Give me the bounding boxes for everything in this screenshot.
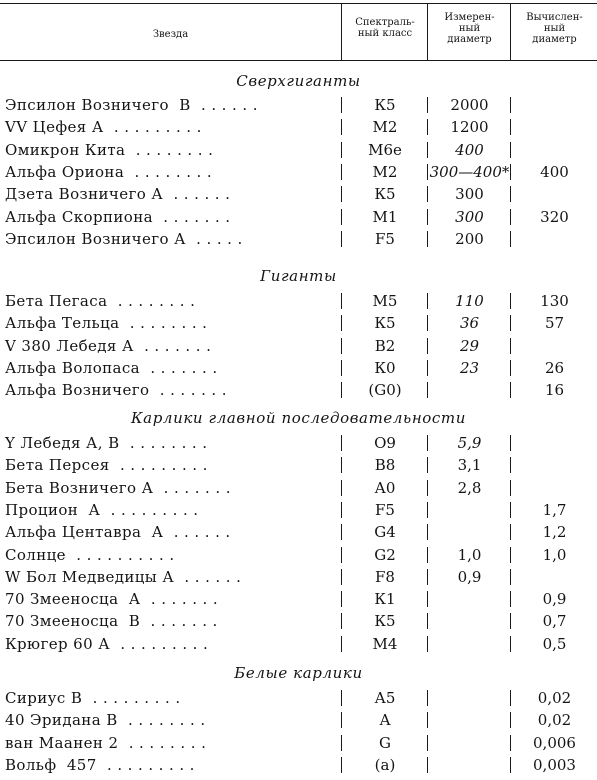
column-divider-tick	[510, 591, 511, 607]
computed-diameter-cell	[512, 116, 597, 138]
column-divider-tick	[510, 712, 511, 728]
column-divider-tick	[341, 293, 342, 309]
table-row	[0, 454, 597, 476]
spectral-class-cell: G	[379, 733, 391, 752]
spectral-class-cell: М1	[372, 207, 398, 226]
column-divider-tick	[341, 97, 342, 113]
table-row	[0, 544, 597, 566]
column-divider-tick	[510, 231, 511, 247]
spectral-class-cell: К5	[374, 612, 396, 631]
header-divider	[510, 3, 511, 60]
column-divider-tick	[341, 186, 342, 202]
measured-diameter-cell: 1,0	[457, 545, 482, 564]
column-divider-tick	[341, 757, 342, 773]
spectral-class-cell: К1	[374, 590, 396, 609]
measured-diameter-cell: 3,1	[457, 456, 482, 475]
column-divider-tick	[341, 382, 342, 398]
column-divider-tick	[510, 480, 511, 496]
computed-diameter-cell: 57	[544, 314, 565, 333]
computed-diameter-cell: 0,006	[533, 733, 576, 752]
star-name-cell: Бета Персея . . . . . . . . .	[5, 456, 208, 475]
star-name-cell: Эпсилон Возничего В . . . . . .	[5, 96, 258, 114]
table-row	[0, 566, 597, 588]
table-row	[0, 477, 597, 499]
star-name-cell: V 380 Лебедя А . . . . . . .	[5, 336, 212, 355]
computed-diameter-cell	[512, 94, 597, 116]
column-divider-tick	[427, 591, 428, 607]
column-divider-tick	[341, 119, 342, 135]
computed-diameter-cell	[512, 432, 597, 454]
header-measured-line: ный	[458, 23, 481, 34]
header-bottom-rule	[0, 60, 597, 61]
table-row	[0, 732, 597, 754]
column-divider-tick	[510, 735, 511, 751]
star-name-cell: Альфа Тельца . . . . . . . .	[5, 314, 208, 333]
column-divider-tick	[427, 524, 428, 540]
column-divider-tick	[510, 690, 511, 706]
star-name-cell: Альфа Центавра А . . . . . .	[5, 523, 231, 542]
column-divider-tick	[341, 591, 342, 607]
header-spectral-class	[343, 17, 427, 39]
column-divider-tick	[341, 613, 342, 629]
measured-diameter-cell: 5,9	[457, 434, 482, 452]
column-divider-tick	[341, 435, 342, 451]
measured-diameter-cell	[429, 687, 510, 709]
spectral-class-cell: А	[379, 711, 391, 730]
column-divider-tick	[510, 502, 511, 518]
star-name-cell: VV Цефея А . . . . . . . . .	[5, 118, 202, 137]
header-divider	[427, 3, 428, 60]
star-name-cell: 70 Змееносца В . . . . . . .	[5, 612, 218, 631]
measured-diameter-cell: 1200	[450, 118, 489, 137]
measured-diameter-cell	[429, 754, 510, 776]
measured-diameter-cell: 400	[455, 140, 484, 159]
star-name-cell: 40 Эридана В . . . . . . . .	[5, 711, 206, 730]
table-row	[0, 335, 597, 357]
star-name-cell: Бета Возничего А . . . . . . .	[5, 478, 231, 497]
column-divider-tick	[341, 712, 342, 728]
column-divider-tick	[510, 186, 511, 202]
computed-diameter-cell	[512, 454, 597, 476]
star-name-cell: 70 Змееносца А . . . . . . .	[5, 590, 219, 609]
measured-diameter-cell: 110	[455, 292, 484, 310]
table-row	[0, 687, 597, 709]
table-row	[0, 290, 597, 312]
computed-diameter-cell: 1,2	[542, 523, 567, 542]
star-name-cell: Бета Пегаса . . . . . . . .	[5, 292, 196, 310]
column-divider-tick	[341, 502, 342, 518]
table-row	[0, 206, 597, 228]
column-divider-tick	[427, 119, 428, 135]
measured-diameter-cell: 200	[455, 229, 484, 248]
spectral-class-cell: F8	[375, 567, 395, 586]
column-divider-tick	[510, 338, 511, 354]
column-divider-tick	[341, 457, 342, 473]
star-name-cell: Альфа Скорпиона . . . . . . .	[5, 207, 231, 226]
table-row	[0, 588, 597, 610]
column-divider-tick	[427, 547, 428, 563]
column-divider-tick	[427, 457, 428, 473]
measured-diameter-cell: 300—400*	[429, 162, 510, 181]
header-measured-line: диаметр	[447, 34, 492, 45]
header-measured-diameter	[429, 12, 510, 45]
column-divider-tick	[427, 735, 428, 751]
measured-diameter-cell	[429, 521, 510, 543]
star-name-cell: Альфа Возничего . . . . . . .	[5, 381, 227, 400]
table-row	[0, 709, 597, 731]
column-divider-tick	[427, 293, 428, 309]
column-divider-tick	[427, 435, 428, 451]
computed-diameter-cell: 0,7	[542, 612, 567, 631]
measured-diameter-cell: 2,8	[457, 478, 482, 497]
column-divider-tick	[510, 382, 511, 398]
column-divider-tick	[510, 315, 511, 331]
column-divider-tick	[341, 142, 342, 158]
column-divider-tick	[341, 338, 342, 354]
computed-diameter-cell: 130	[540, 292, 569, 310]
computed-diameter-cell: 16	[544, 381, 565, 400]
column-divider-tick	[510, 293, 511, 309]
column-divider-tick	[341, 209, 342, 225]
header-spectral-line: Спектраль-	[355, 17, 415, 28]
header-computed-line: Вычислен-	[526, 12, 583, 23]
column-divider-tick	[510, 457, 511, 473]
computed-diameter-cell: 0,02	[537, 711, 572, 730]
column-divider-tick	[341, 690, 342, 706]
spectral-class-cell: F5	[375, 500, 395, 519]
column-divider-tick	[510, 209, 511, 225]
computed-diameter-cell: 1,7	[542, 500, 567, 519]
column-divider-tick	[510, 636, 511, 652]
measured-diameter-cell: 2000	[450, 96, 489, 114]
computed-diameter-cell	[512, 228, 597, 250]
column-divider-tick	[510, 569, 511, 585]
table-row	[0, 432, 597, 454]
star-name-cell: Омикрон Кита . . . . . . . .	[5, 140, 214, 159]
measured-diameter-cell	[429, 499, 510, 521]
spectral-class-cell: М6е	[368, 140, 402, 159]
column-divider-tick	[427, 360, 428, 376]
computed-diameter-cell: 0,9	[542, 590, 567, 609]
star-name-cell: Солнце . . . . . . . . . .	[5, 545, 175, 564]
table-row	[0, 312, 597, 334]
spectral-class-cell: М2	[372, 118, 398, 137]
measured-diameter-cell: 300	[455, 207, 484, 226]
column-divider-tick	[427, 569, 428, 585]
computed-diameter-cell: 0,02	[537, 689, 572, 707]
star-name-cell: Процион А . . . . . . . . .	[5, 500, 199, 519]
column-divider-tick	[427, 186, 428, 202]
measured-diameter-cell: 23	[459, 358, 480, 377]
computed-diameter-cell: 0,003	[533, 755, 576, 774]
computed-diameter-cell: 26	[544, 358, 565, 377]
section-title: Карлики главной последовательности	[130, 409, 467, 427]
column-divider-tick	[510, 757, 511, 773]
header-computed-line: ный	[543, 23, 566, 34]
spectral-class-cell: М2	[372, 162, 398, 181]
table-row	[0, 161, 597, 183]
column-divider-tick	[427, 97, 428, 113]
header-computed-diameter	[512, 12, 597, 45]
spectral-class-cell: К0	[374, 358, 396, 377]
column-divider-tick	[510, 119, 511, 135]
header-divider	[341, 3, 342, 60]
table-row	[0, 499, 597, 521]
column-divider-tick	[341, 524, 342, 540]
column-divider-tick	[427, 636, 428, 652]
column-divider-tick	[341, 547, 342, 563]
column-divider-tick	[341, 360, 342, 376]
column-divider-tick	[341, 231, 342, 247]
spectral-class-cell: К5	[374, 96, 396, 114]
star-name-cell: Y Лебедя А, В . . . . . . . .	[5, 434, 208, 452]
measured-diameter-cell: 29	[459, 336, 480, 355]
computed-diameter-cell	[512, 335, 597, 357]
spectral-class-cell: (а)	[374, 755, 396, 774]
table-row	[0, 357, 597, 379]
measured-diameter-cell	[429, 709, 510, 731]
column-divider-tick	[427, 315, 428, 331]
spectral-class-cell: G4	[374, 523, 396, 542]
column-divider-tick	[341, 480, 342, 496]
star-name-cell: Альфа Волопаса . . . . . . .	[5, 358, 218, 377]
computed-diameter-cell: 1,0	[542, 545, 567, 564]
column-divider-tick	[510, 524, 511, 540]
table-row	[0, 521, 597, 543]
column-divider-tick	[341, 315, 342, 331]
measured-diameter-cell	[429, 732, 510, 754]
spectral-class-cell: F5	[375, 229, 395, 248]
table-row	[0, 610, 597, 632]
computed-diameter-cell	[512, 183, 597, 205]
table-row	[0, 228, 597, 250]
header-star: Звезда	[152, 29, 189, 40]
column-divider-tick	[427, 613, 428, 629]
column-divider-tick	[341, 636, 342, 652]
table-row	[0, 116, 597, 138]
spectral-class-cell: А5	[374, 689, 396, 707]
computed-diameter-cell: 320	[540, 207, 569, 226]
spectral-class-cell: М4	[372, 634, 398, 653]
column-divider-tick	[510, 613, 511, 629]
star-name-cell: Вольф 457 . . . . . . . . .	[5, 755, 195, 774]
column-divider-tick	[510, 164, 511, 180]
header-spectral-line: ный класс	[357, 28, 413, 39]
spectral-class-cell: К5	[374, 314, 396, 333]
star-name-cell: ван Маанен 2 . . . . . . . .	[5, 733, 207, 752]
spectral-class-cell: В2	[374, 336, 396, 355]
column-divider-tick	[341, 569, 342, 585]
column-divider-tick	[427, 142, 428, 158]
measured-diameter-cell	[429, 379, 510, 401]
column-divider-tick	[427, 480, 428, 496]
column-divider-tick	[510, 142, 511, 158]
section-title: Сверхгиганты	[236, 72, 361, 90]
computed-diameter-cell: 0,5	[542, 634, 567, 653]
measured-diameter-cell	[429, 610, 510, 632]
column-divider-tick	[341, 735, 342, 751]
computed-diameter-cell	[512, 139, 597, 161]
column-divider-tick	[427, 502, 428, 518]
computed-diameter-cell	[512, 477, 597, 499]
column-divider-tick	[427, 209, 428, 225]
computed-diameter-cell: 400	[540, 162, 569, 181]
table-row	[0, 379, 597, 401]
table-top-rule	[0, 3, 597, 4]
table-row	[0, 633, 597, 655]
measured-diameter-cell	[429, 633, 510, 655]
star-name-cell: Сириус В . . . . . . . . .	[5, 689, 181, 707]
measured-diameter-cell: 300	[455, 185, 484, 204]
spectral-class-cell: G2	[374, 545, 396, 564]
column-divider-tick	[510, 97, 511, 113]
column-divider-tick	[341, 164, 342, 180]
spectral-class-cell: М5	[372, 292, 398, 310]
measured-diameter-cell: 36	[459, 314, 480, 333]
star-name-cell: Дзета Возничего А . . . . . .	[5, 185, 231, 204]
measured-diameter-cell	[429, 588, 510, 610]
column-divider-tick	[427, 382, 428, 398]
column-divider-tick	[427, 231, 428, 247]
column-divider-tick	[427, 690, 428, 706]
table-row	[0, 139, 597, 161]
star-name-cell: W Бол Медведицы А . . . . . .	[5, 567, 242, 586]
column-divider-tick	[427, 712, 428, 728]
column-divider-tick	[510, 435, 511, 451]
section-title: Белые карлики	[234, 664, 363, 682]
spectral-class-cell: К5	[374, 185, 396, 204]
spectral-class-cell: А0	[374, 478, 396, 497]
column-divider-tick	[427, 757, 428, 773]
table-row	[0, 183, 597, 205]
column-divider-tick	[510, 547, 511, 563]
column-divider-tick	[427, 164, 428, 180]
column-divider-tick	[510, 360, 511, 376]
section-title: Гиганты	[260, 267, 337, 285]
spectral-class-cell: (G0)	[368, 381, 402, 400]
header-computed-line: диаметр	[532, 34, 577, 45]
table-row	[0, 94, 597, 116]
table-row	[0, 754, 597, 776]
star-name-cell: Крюгер 60 А . . . . . . . . .	[5, 634, 209, 653]
spectral-class-cell: В8	[374, 456, 396, 475]
star-name-cell: Альфа Ориона . . . . . . . .	[5, 162, 213, 181]
header-measured-line: Измерен-	[444, 12, 495, 23]
column-divider-tick	[427, 338, 428, 354]
star-name-cell: Эпсилон Возничего А . . . . .	[5, 229, 243, 248]
measured-diameter-cell: 0,9	[457, 567, 482, 586]
spectral-class-cell: О9	[374, 434, 396, 452]
computed-diameter-cell	[512, 566, 597, 588]
